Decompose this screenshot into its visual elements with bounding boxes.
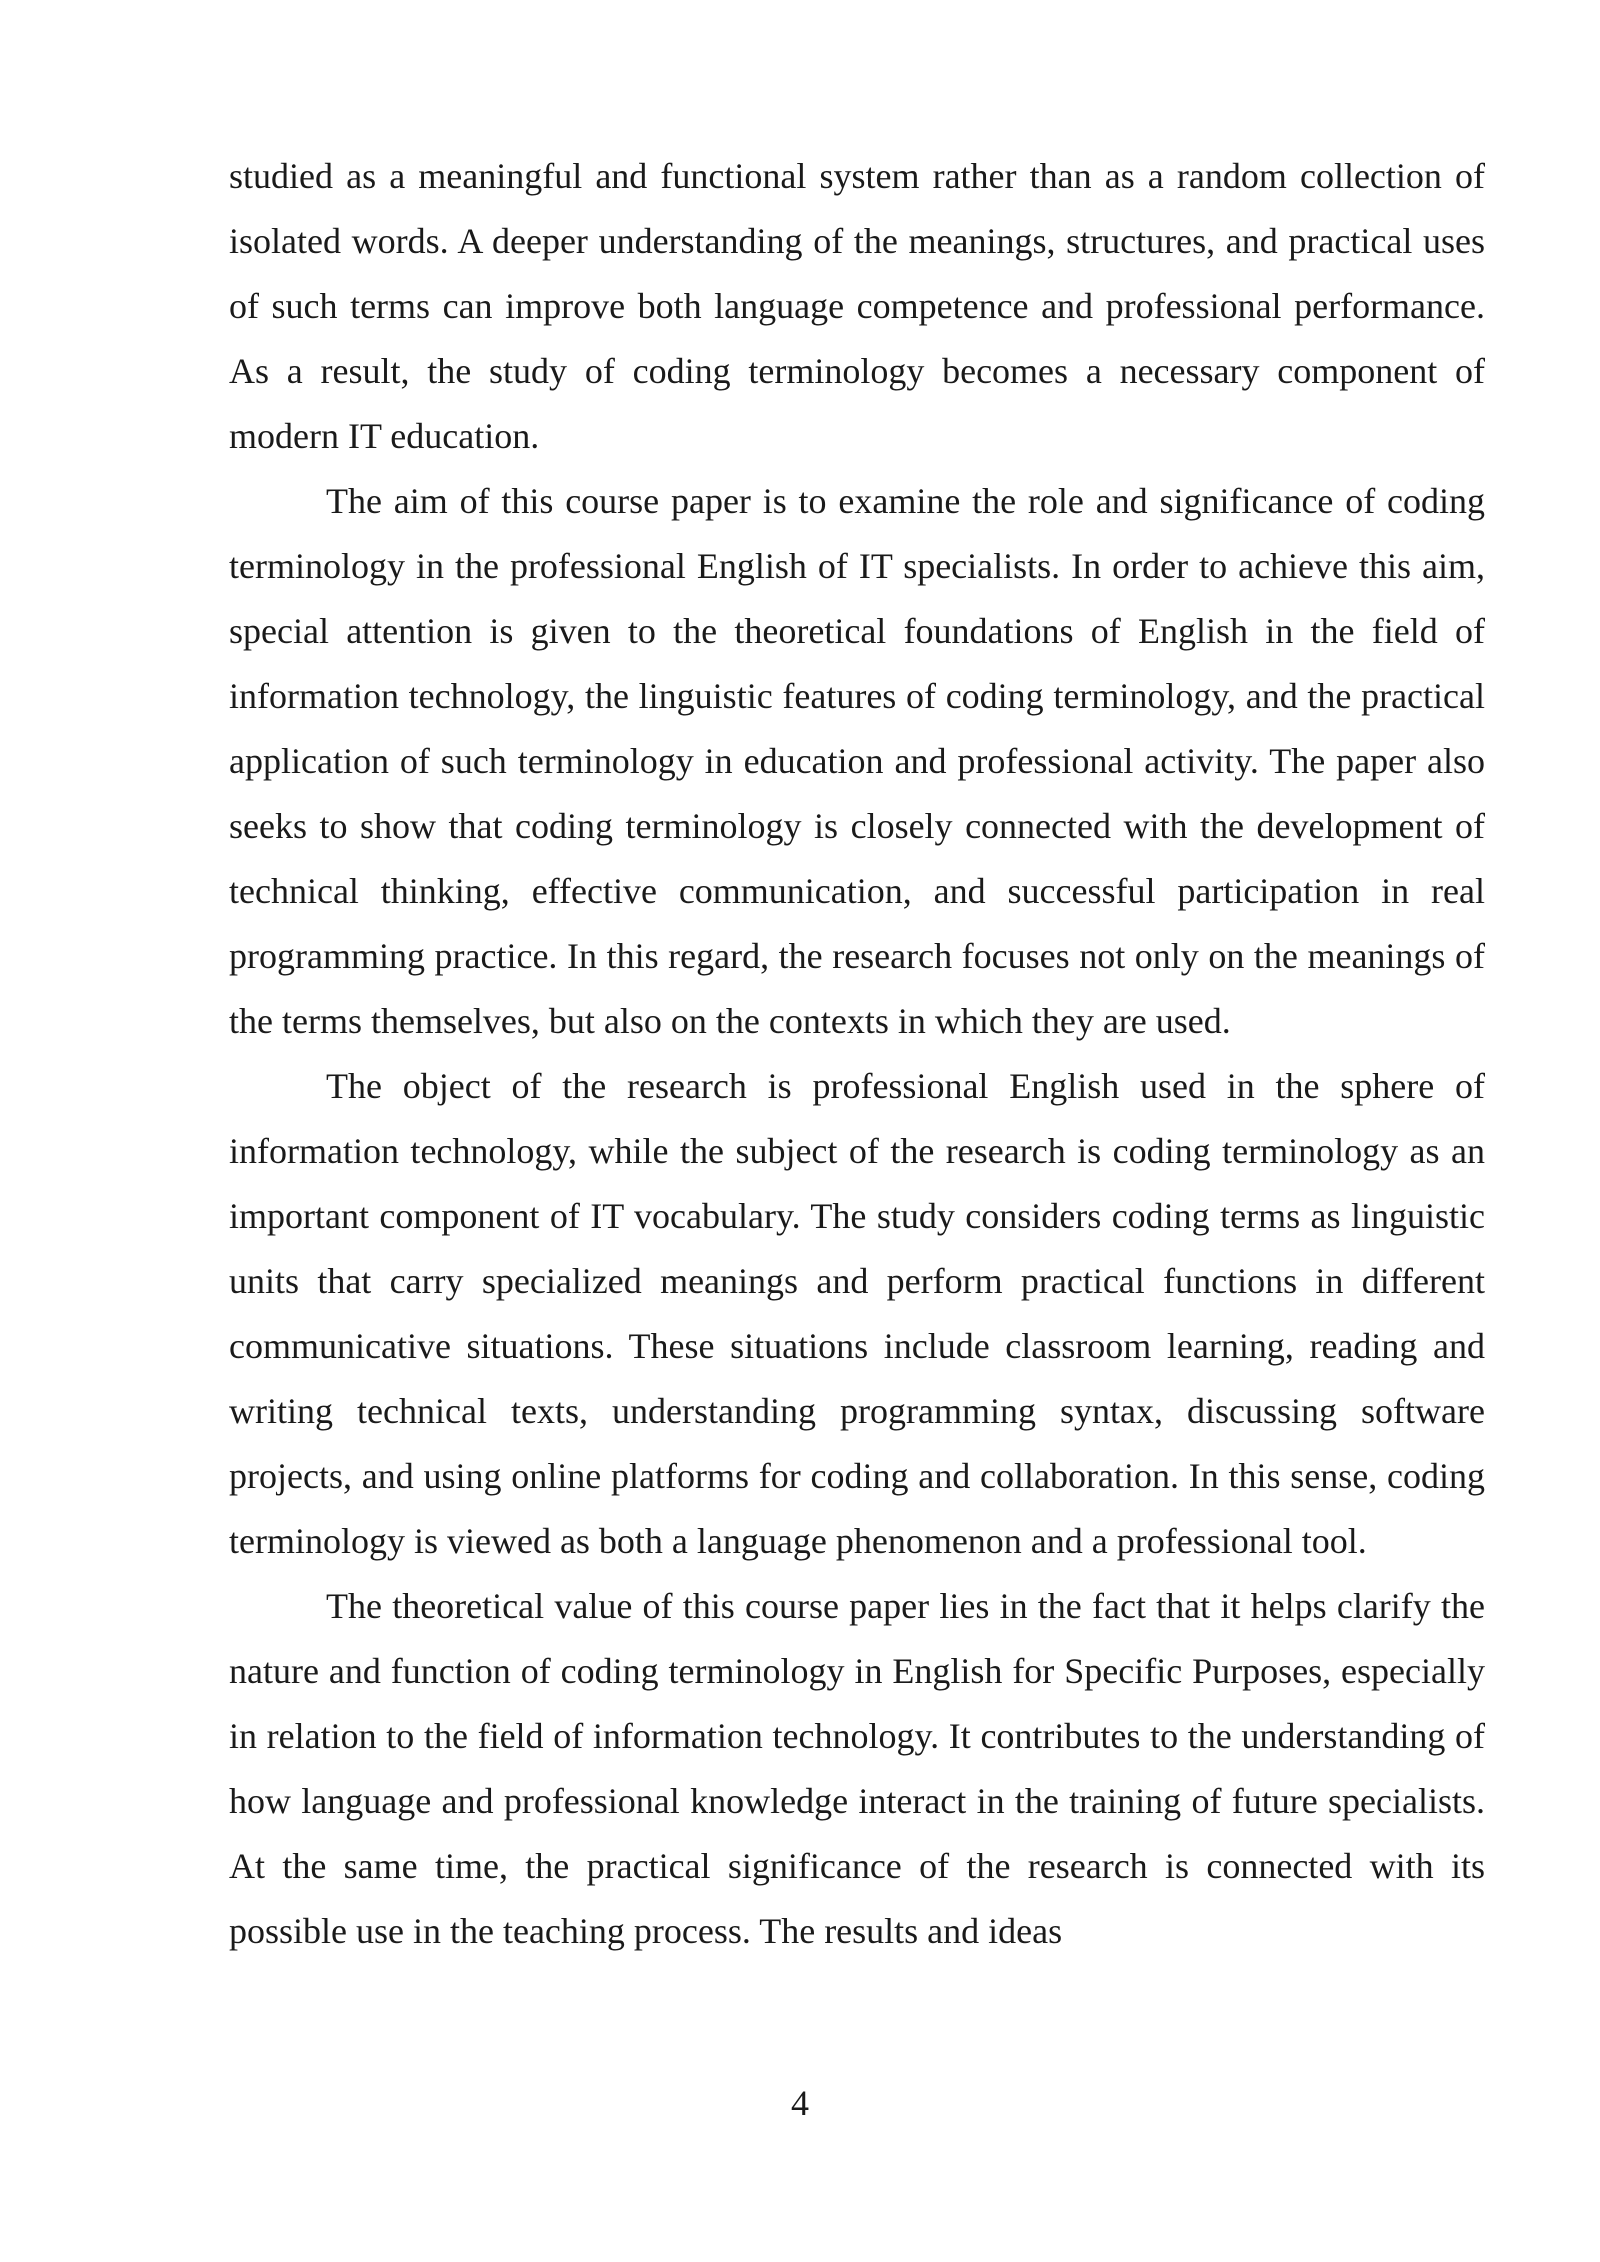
paragraph-continuation: studied as a meaningful and functional system rather than as a random collection of isolated words. A deeper understanding of the meanings, structures, and practical uses of such terms can improve both language competence and professional performance. As a result, the study of coding terminology becomes a necessary component of modern IT education. [229,156,1485,456]
page-number: 4 [791,2083,809,2123]
body-text [229,144,1485,1964]
paragraph-theoretical-value: The theoretical value of this course paper lies in the fact that it helps clarify the nature and function of coding terminology in English for Specific Purposes, especially in relation to the field of information technology. It contributes to the understanding of how language and professional knowledge interact in the training of future specialists. At the same time, the practical significance of the research is connected with its possible use in the teaching process. The results and ideas [229,1586,1485,1951]
paragraph-object-subject: The object of the research is professional English used in the sphere of information technology, while the subject of the research is coding terminology as an important component of IT vocabulary. The study considers coding terms as linguistic units that carry specialized meanings and perform practical functions in different communicative situations. These situations include classroom learning, reading and writing technical texts, understanding programming syntax, discussing software projects, and using online platforms for coding and collaboration. In this sense, coding terminology is viewed as both a language phenomenon and a professional tool. [229,1066,1485,1561]
paragraph-aim: The aim of this course paper is to examine the role and significance of coding terminology in the professional English of IT specialists. In order to achieve this aim, special attention is given to the theoretical foundations of English in the field of information technology, the linguistic features of coding terminology, and the practical application of such terminology in education and professional activity. The paper also seeks to show that coding terminology is closely connected with the development of technical thinking, effective communication, and successful participation in real programming practice. In this regard, the research focuses not only on the meanings of the terms themselves, but also on the contexts in which they are used. [229,481,1485,1041]
